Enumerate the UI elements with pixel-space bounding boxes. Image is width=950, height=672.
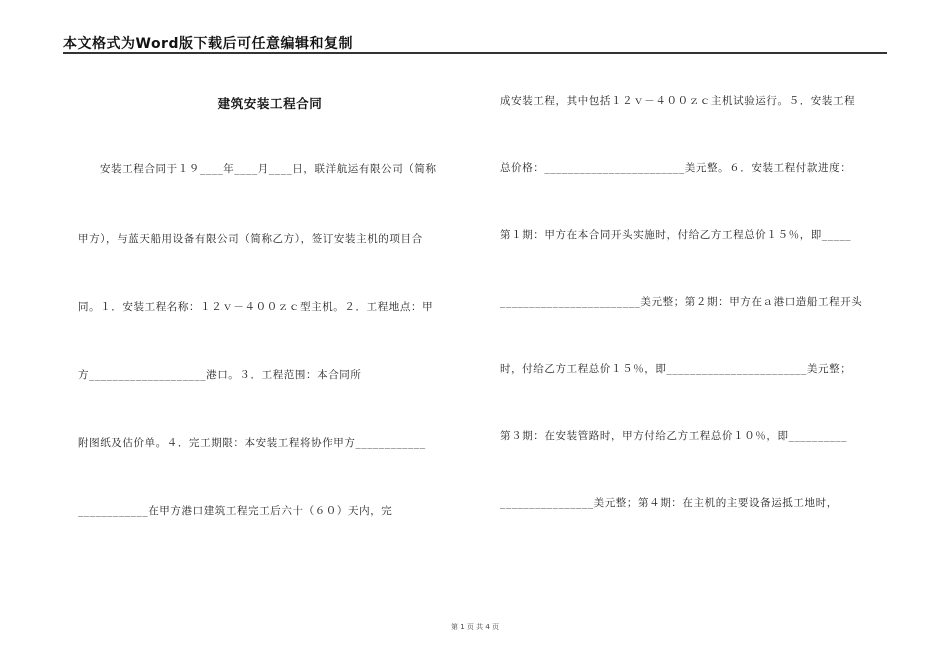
text-line: 方____________________港口。３．工程范围：本合同所: [78, 369, 362, 381]
right-column: [500, 88, 890, 563]
document-title: 建筑安装工程合同: [217, 96, 323, 111]
text-line: ________________美元整；第４期：在主机的主要设备运抵工地时，: [500, 497, 838, 509]
left-column: [78, 88, 462, 572]
page-number: 第 1 页 共 4 页: [450, 623, 500, 631]
text-line: 成安装工程，其中包括１２ｖ－４００ｚｃ主机试验运行。５．安装工程: [500, 95, 856, 107]
text-line: 附图纸及估价单。４．完工期限：本安装工程将协作甲方____________: [78, 437, 426, 449]
text-line: 同。１．安装工程名称：１２ｖ－４００ｚｃ型主机。２．工程地点：甲: [78, 301, 434, 313]
text-line: 总价格：________________________美元整。６．安装工程付款进度：: [500, 162, 852, 174]
text-line: 时，付给乙方工程总价１５％，即________________________美元整；: [500, 363, 852, 375]
document-banner: 本文格式为Word版下载后可任意编辑和复制: [63, 36, 353, 52]
banner-divider: [63, 52, 887, 54]
text-line: 第３期：在安装管路时，甲方付给乙方工程总价１０％，即__________: [500, 430, 848, 442]
text-line: ________________________美元整；第２期：甲方在ａ港口造船工程开头: [500, 296, 863, 308]
text-line: ____________在甲方港口建筑工程完工后六十（６０）天内，完: [78, 505, 393, 517]
text-line: 第１期：甲方在本合同开头实施时，付给乙方工程总价１５％，即_____: [500, 229, 852, 241]
text-line: 安装工程合同于１９____年____月____日，联洋航运有限公司（简称: [100, 163, 437, 175]
text-line: 甲方），与蓝天船用设备有限公司（简称乙方），签订安装主机的项目合: [78, 233, 423, 245]
